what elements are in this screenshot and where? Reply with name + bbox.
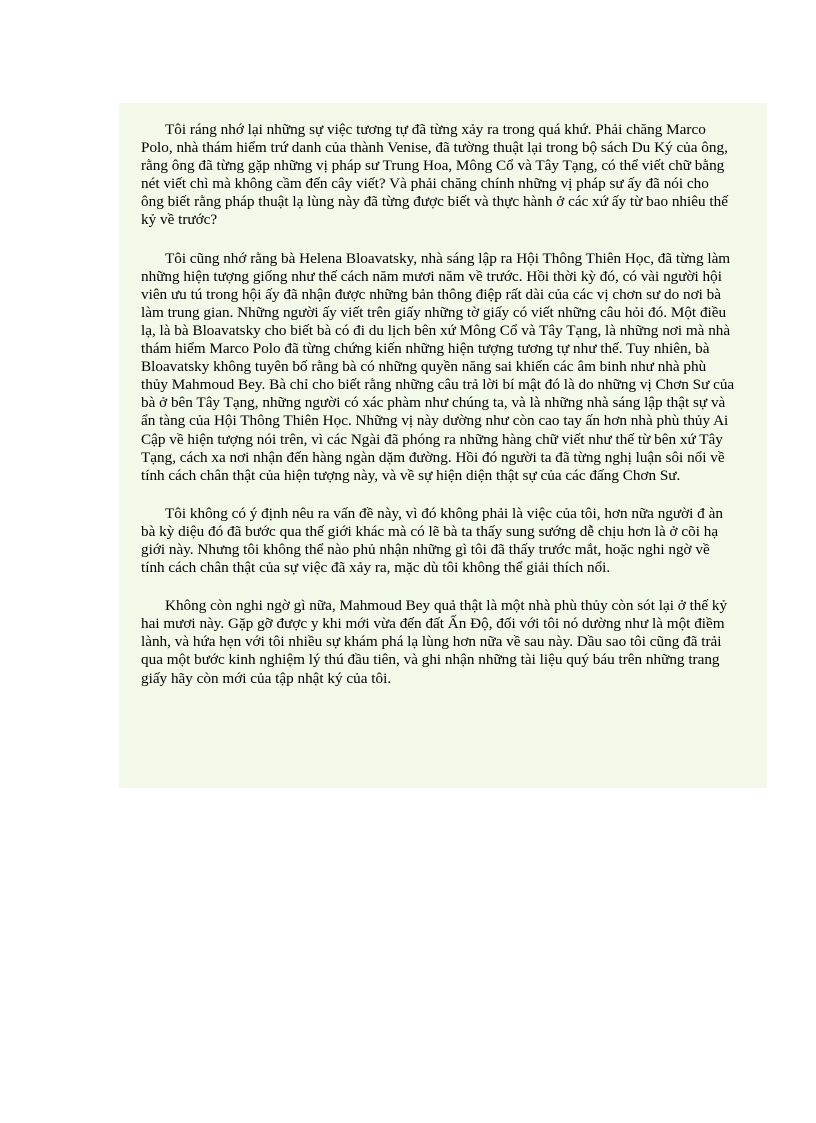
paragraph-2: Tôi cũng nhớ rằng bà Helena Bloavatsky, nhà sáng lập ra Hội Thông Thiên Học, đã từng làm những hiện tượng giống như thế cách năm mươi năm về trước. Hồi thời kỳ đó, có vài người hội viên ưu tú trong hội ấy đã nhận được những bản thông điệp rất dài của các vị chơn sư do nơi bà làm trung gian. Những người ấy viết trên giấy những tờ giấy có viết những câu hỏi đó. Một điều lạ, là bà Bloavatsky cho biết bà có đi du lịch bên xứ Mông Cổ và Tây Tạng, là những nơi mà nhà thám hiểm Marco Polo đã từng chứng kiến những hiện tượng tương tự như thế. Tuy nhiên, bà Bloavatsky không tuyên bố rằng bà có những quyền năng sai khiến các âm binh như nhà phù thủy Mahmoud Bey. Bà chỉ cho biết rằng những câu trả lời bí mật đó là do những vị Chơn Sư của bà ở bên Tây Tạng, những người có xác phàm như chúng ta, và là những nhà sáng lập thật sự và ẩn tàng của Hội Thông Thiên Học. Những vị này dường như còn cao tay ấn hơn nhà phù thủy Ai Cập về hiện tượng nói trên, vì các Ngài đã phóng ra những hàng chữ viết như thế từ bên xứ Tây Tạng, cách xa nơi nhận đến hàng ngàn dặm đường. Hồi đó người ta đã từng nghị luận sôi nổi về tính cách chân thật của hiện tượng này, và về sự hiện diện thật sự của các đấng Chơn Sư. <box>141 249 735 484</box>
paragraph-4: Không còn nghi ngờ gì nữa, Mahmoud Bey quả thật là một nhà phù thủy còn sót lại ở thế kỷ hai mươi này. Gặp gỡ được y khi mới vừa đến đất Ấn Độ, đối với tôi nó dường như là một điềm lành, và hứa hẹn với tôi nhiều sự khám phá lạ lùng hơn nữa về sau này. Dầu sao tôi cũng đã trải qua một bước kinh nghiệm lý thú đầu tiên, và ghi nhận những tài liệu quý báu trên những trang giấy hãy còn mới của tập nhật ký của tôi. <box>141 597 728 687</box>
document-text-panel <box>119 103 767 788</box>
paragraph-3: Tôi không có ý định nêu ra vấn đề này, vì đó không phải là việc của tôi, hơn nữa người đ àn bà kỳ diệu đó đã bước qua thế giới khác mà có lẽ bà ta thấy sung sướng dễ chịu hơn là ở cõi hạ giới này. Nhưng tôi không thể nào phủ nhận những gì tôi đã thấy trước mắt, hoặc nghi ngờ về tính cách chân thật của sự việc đã xảy ra, mặc dù tôi không thể giải thích nổi. <box>141 504 723 577</box>
paragraph-1: Tôi ráng nhớ lại những sự việc tương tự đã từng xảy ra trong quá khứ. Phải chăng Marco Polo, nhà thám hiểm trứ danh của thành Venise, đã tường thuật lại trong bộ sách Du Ký của ông, rằng ông đã từng gặp những vị pháp sư Trung Hoa, Mông Cổ và Tây Tạng, có thể viết chữ bằng nét viết chì mà không cầm đến cây viết? Và phải chăng chính những vị pháp sư ấy đã nói cho ông biết rằng pháp thuật lạ lùng này đã từng được biết và thực hành ở các xứ ấy từ bao nhiêu thế kỷ về trước? <box>141 121 728 229</box>
